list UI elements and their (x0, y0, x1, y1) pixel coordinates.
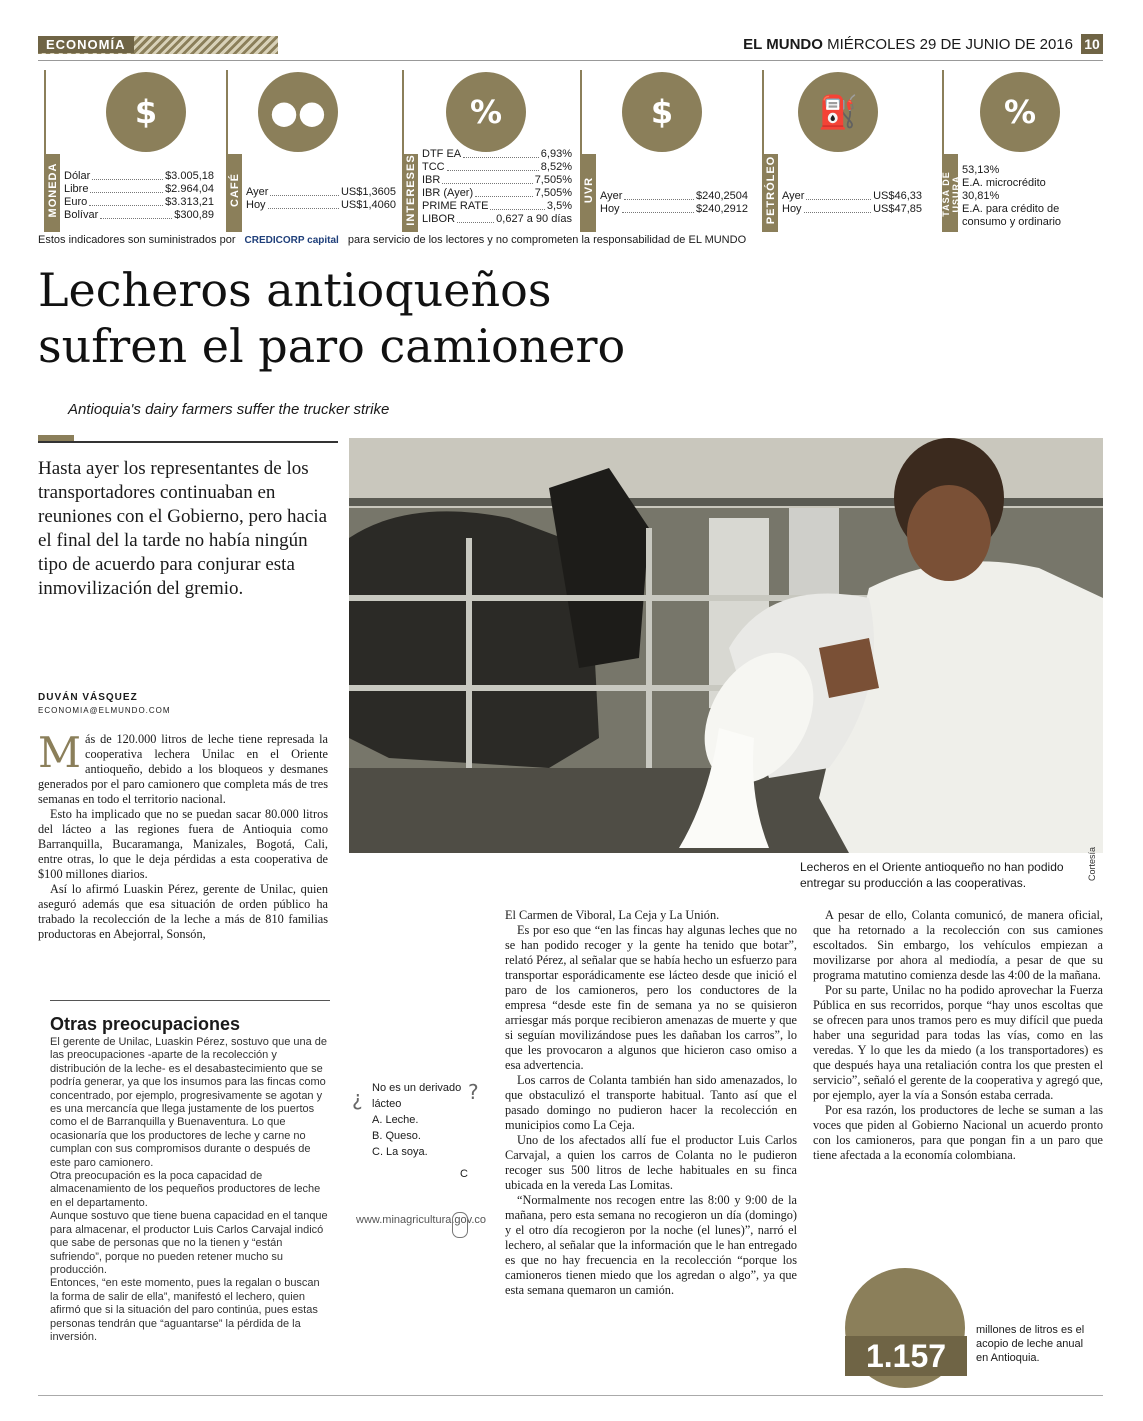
sidebar-text (50, 1036, 330, 1344)
growth-icon: % (980, 72, 1060, 152)
oil-pump-icon: ⛽ (798, 72, 878, 152)
quiz-source-url: www.minagricultura.gov.co (356, 1214, 487, 1226)
author-email: ECONOMIA@ELMUNDO.COM (38, 706, 171, 715)
quiz-option: C. La soya. (372, 1146, 428, 1158)
sidebar-paragraph: El gerente de Unilac, Luaskin Pérez, sostuvo que una de las preocupaciones -aparte de la recolección y distribución de la leche- es el desabastecimiento que se podría generar, ya que los insumos para las fincas como concentrado, por ejemplo, progresivamente se agotan y es una mercancía que llega justamente de los puertos como el de Barranquilla y Buenaventura. Lo que ocasionaría que los productores de leche y carne no cumplan con sus compromisos durante o después de este paro camionero. (50, 1036, 328, 1169)
row-value: US$46,33 (873, 190, 922, 202)
header-rule (38, 60, 1103, 61)
question-mark-icon: ? (468, 1080, 479, 1104)
petroleo-rows (782, 190, 922, 216)
row-key: Hoy (600, 203, 620, 215)
dairy-farmer-image (349, 438, 1103, 853)
row-key: TCC (422, 161, 445, 173)
row-value: 3,5% (546, 200, 572, 212)
row-value: US$1,3605 (340, 186, 396, 198)
drop-cap: M (38, 728, 82, 777)
usura-line: 53,13% (962, 164, 1000, 176)
indicator-label: MONEDA (47, 162, 59, 218)
row-key: DTF EA (422, 148, 462, 160)
paragraph: ás de 120.000 litros de leche tiene represada la cooperativa lechera Unilac en el Oriente antioqueño, debido a los bloqueos y desmanes generados por el paro camionero que completa más de tres semanas en todo el territorio nacional. (38, 732, 328, 806)
usura-line: 30,81% (962, 190, 1000, 202)
coffee-icon: ●● (258, 72, 338, 152)
row-key: IBR (422, 174, 441, 186)
section-tag (38, 36, 278, 54)
row-key: Bolívar (64, 209, 99, 221)
row-value: 8,52% (540, 161, 572, 173)
row-value: 7,505% (534, 174, 572, 186)
moneda-rows (64, 170, 214, 222)
headline-line: Lecheros antioqueños (38, 263, 552, 317)
paragraph: Así lo afirmó Luaskin Pérez, gerente de Unilac, quien aseguró además que esa situación de orden público ha trabado la recolección de la leche a más de 810 familias productoras en Abejorral, Sonsón, (38, 882, 328, 941)
indicator-label: INTERESES (405, 154, 417, 226)
row-value: $240,2912 (696, 203, 748, 215)
sidebar-paragraph: Otra preocupación es la poca capacidad de almacenamiento de los pequeños productores de leche en el departamento. (50, 1170, 321, 1209)
row-value: 7,505% (534, 187, 572, 199)
row-key: Hoy (246, 199, 266, 211)
row-value: 6,93% (540, 148, 572, 160)
page-number: 10 (1081, 34, 1103, 54)
section-label: ECONOMÍA (38, 36, 134, 53)
stat-value: 1.157 (845, 1336, 967, 1376)
headline-line: sufren el paro camionero (38, 319, 626, 373)
paragraph: El Carmen de Viboral, La Ceja y La Unión. (505, 908, 720, 922)
usura-lines (962, 164, 1102, 229)
indicators-disclaimer (38, 234, 1103, 246)
quiz-answer: C (460, 1168, 468, 1180)
row-value: $240,2504 (696, 190, 748, 202)
indicator-petroleo (762, 70, 934, 232)
usura-line: consumo y ordinario (962, 216, 1062, 228)
row-key: Euro (64, 196, 88, 208)
row-value: $2.964,04 (165, 183, 214, 195)
article-column-1 (38, 728, 328, 942)
sidebar-title: Otras preocupaciones (50, 1014, 241, 1034)
row-value: 0,627 a 90 días (496, 213, 572, 225)
mouse-icon (452, 1212, 468, 1238)
row-value: $3.005,18 (165, 170, 214, 182)
byline: DUVÁN VÁSQUEZ (38, 692, 138, 703)
uvr-rows (600, 190, 748, 216)
quiz-option: B. Queso. (372, 1130, 421, 1142)
quiz-question: No es un derivado lácteo (372, 1082, 462, 1110)
row-key: Dólar (64, 170, 91, 182)
row-key: Ayer (600, 190, 623, 202)
subhead: Antioquia's dairy farmers suffer the trucker strike (68, 401, 390, 418)
article-column-2 (505, 908, 797, 1298)
paragraph: “Normalmente nos recogen entre las 8:00 y 9:00 de la mañana, pero esta semana no recogieron un día (domingo) y el otro día recogieron por la noche (el lunes)”, narró el lechero, al señalar que la información que le han entregado es que no hay frecuencia en la recolección “porque los camioneros tienen miedo que los agredan o algo”, ya que esta semana quemaron un camión. (505, 1193, 797, 1297)
footer-rule (38, 1395, 1103, 1396)
quiz-box (348, 1080, 488, 1182)
paragraph: Por su parte, Unilac no ha podido aprovechar la Fuerza Pública en sus recorridos, porque “hay unos escoltas que se ofrecen para unos tramos pero es muy difícil que pueda haber una seguridad para todas las vías, como en las veredas. Y lo que les da miedo (a los transportadores) es que después haya una retaliación contra los que presten el servicio”, señaló el gerente de la cooperativa y agregó que, por ejemplo, ayer la vía a Sonsón estaba cerrada. (813, 983, 1103, 1102)
row-value: $3.313,21 (165, 196, 214, 208)
indicator-label: PETRÓLEO (765, 155, 777, 225)
paragraph: Por esa razón, los productores de leche se suman a las voces que piden al Gobierno Nacional un acuerdo pronto con los camioneros, para que pongan fin a un paro que tiene afectada a la economía colombiana. (813, 1103, 1103, 1162)
row-key: PRIME RATE (422, 200, 489, 212)
row-value: US$47,85 (873, 203, 922, 215)
lead-rule (38, 441, 338, 443)
usura-line: E.A. microcrédito (962, 177, 1046, 189)
headline (38, 262, 1038, 374)
lead-paragraph: Hasta ayer los representantes de los transportadores continuaban en reuniones con el Gobierno, pero hacia el final del la tarde no había ningún tipo de acuerdo para conjurar esta inmovilización del gremio. (38, 458, 328, 599)
indicator-label: UVR (583, 176, 595, 204)
sponsor-logo: CREDICORP capital (244, 234, 339, 246)
intereses-rows (422, 148, 572, 226)
indicator-label: CAFÉ (229, 173, 241, 207)
row-value: US$1,4060 (340, 199, 396, 211)
paragraph: Esto ha implicado que no se puedan sacar 80.000 litros del lácteo a las regiones fuera de Antioquia como Barranquilla, Bucaramanga, Manizales, Bogotá, Cali, entre otras, lo que le deja pérdidas a esta cooperativa de $100 millones diarios. (38, 807, 328, 881)
sidebar-rule (50, 1000, 330, 1001)
issue-date: MIÉRCOLES 29 DE JUNIO DE 2016 (827, 36, 1073, 53)
photo-caption: Lecheros en el Oriente antioqueño no han podido entregar su producción a las cooperativas. (800, 860, 1064, 890)
sidebar-paragraph: Entonces, “en este momento, pues la regalan o buscan la forma de salir de ella”, manifestó el lechero, quien afirmó que si la situación del paro continúa, pues estas personas tendrán que “aguantarse” la pérdida de la inversión. (50, 1277, 320, 1343)
disclaimer-text: Estos indicadores son suministrados por (38, 234, 236, 246)
row-key: IBR (Ayer) (422, 187, 474, 199)
indicator-usura (942, 70, 1104, 232)
uvr-icon: $ (622, 72, 702, 152)
disclaimer-text: para servicio de los lectores y no comprometen la responsabilidad de EL MUNDO (347, 234, 747, 246)
indicator-label: TASA DE USURA (941, 171, 961, 217)
row-key: LIBOR (422, 213, 456, 225)
quiz-option: A. Leche. (372, 1114, 419, 1126)
row-value: $300,89 (174, 209, 214, 221)
money-icon: $ (106, 72, 186, 152)
sidebar-paragraph: Aunque sostuvo que tiene buena capacidad en el tanque para almacenar, el productor Luis Carlos Carvajal indicó que sabe de personas que no la tienen y “están sufriendo”, porque no pueden retener mucho su producción. (50, 1210, 328, 1276)
masthead (743, 36, 1073, 53)
cafe-rows (246, 186, 396, 212)
stat-description: millones de litros es el acopio de leche anual en Antioquia. (976, 1324, 1085, 1364)
percent-icon: % (446, 72, 526, 152)
usura-line: E.A. para crédito de (962, 203, 1060, 215)
row-key: Ayer (246, 186, 269, 198)
paragraph: Es por eso que “en las fincas hay algunas leches que no se han podido recoger y la gente ha tenido que botar”, relató Pérez, al señalar que se había hecho un esfuerzo para transportar esporádicamente ese lácteo desde que inició el paro de los camioneros, pero los conductores de la empresa “desde este fin de semana ya no se quisieron arriesgar más porque recibieron amenazas de muerte y que si seguían movilizándose pues les dañaban los carros”, lo que les provocaron a algunos que hicieron caso omiso a esa advertencia. (505, 923, 797, 1072)
paragraph: A pesar de ello, Colanta comunicó, de manera oficial, que ha retornado a la recolección con sus camiones escoltados. Sin embargo, los vehículos empiezan a movilizarse por ahora al mediodía, a pesar de que su programa matutino comienza desde las 4:00 de la mañana. (813, 908, 1103, 982)
paragraph: Uno de los afectados allí fue el productor Luis Carlos Carvajal, a quien los carros de Colanta no le pudieron recoger sus 500 litros de leche habituales en su finca ubicada en la vereda Las Lomitas. (505, 1133, 797, 1192)
indicator-moneda (44, 70, 216, 232)
row-key: Ayer (782, 190, 805, 202)
indicator-cafe (226, 70, 400, 232)
article-column-3 (813, 908, 1103, 1163)
indicator-uvr (580, 70, 752, 232)
row-key: Hoy (782, 203, 802, 215)
photo-credit: Cortesía (1087, 847, 1097, 882)
paragraph: Los carros de Colanta también han sido amenazados, lo que obstaculizó el transporte habitual. Tanto así que el pasado domingo no pudieron hacer la recolección en municipios como La Ceja. (505, 1073, 797, 1132)
row-key: Libre (64, 183, 89, 195)
paper-name: EL MUNDO (743, 36, 823, 53)
question-mark-icon: ¿ (352, 1086, 363, 1110)
indicator-intereses (402, 70, 576, 232)
